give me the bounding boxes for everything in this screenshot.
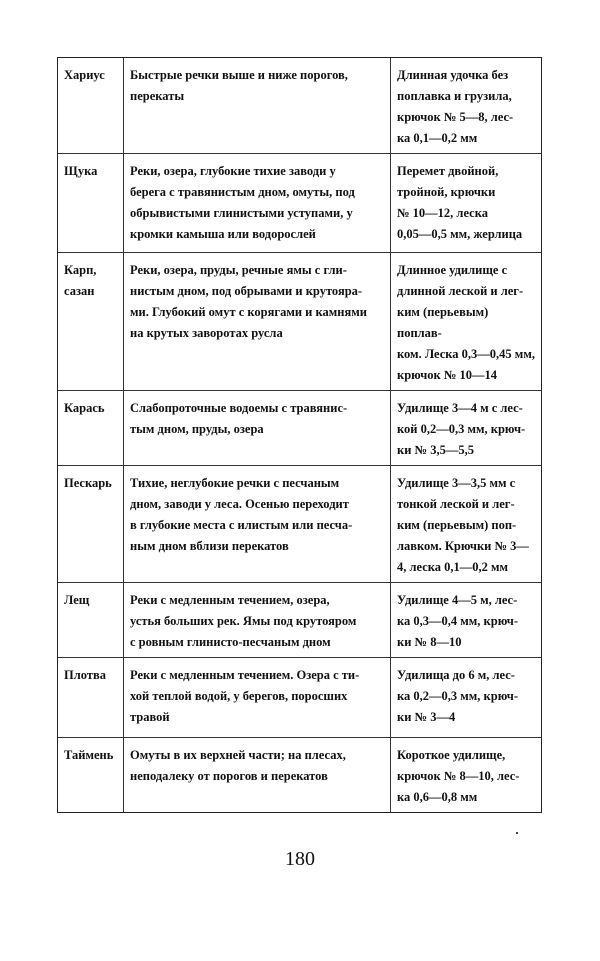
cell-line: Реки с медленным течением. Озера с ти-	[130, 668, 360, 682]
cell-line: тройной, крючки	[397, 185, 496, 199]
cell-line: Лещ	[64, 593, 90, 607]
page-number: 180	[285, 848, 315, 870]
cell-line: Удилище 4—5 м, лес-	[397, 593, 518, 607]
cell-line: длинной леской и лег-	[397, 284, 524, 298]
fish-name-cell	[58, 154, 124, 252]
cell-line: травой	[130, 710, 170, 724]
cell-line: в глубокие места с илистым или песча-	[130, 518, 353, 532]
table-row	[58, 737, 541, 812]
tackle-cell	[391, 658, 541, 737]
habitat-cell	[124, 583, 391, 657]
cell-line: Омуты в их верхней части; на плесах,	[130, 748, 346, 762]
tackle-cell	[391, 253, 541, 390]
cell-line: Тихие, неглубокие речки с песчаным	[130, 476, 340, 490]
cell-line: Пескарь	[64, 476, 112, 490]
cell-line: тым дном, пруды, озера	[130, 422, 264, 436]
cell-line: ки № 3—4	[397, 710, 456, 724]
habitat-cell	[124, 154, 391, 252]
cell-line: Длинное удилище с	[397, 263, 508, 277]
cell-line: ким (перьевым) поплав-	[397, 305, 489, 340]
table-row	[58, 465, 541, 582]
fish-name-cell	[58, 658, 124, 737]
cell-line: ми. Глубокий омут с корягами и камнями	[130, 305, 367, 319]
cell-line: крючок № 10—14	[397, 368, 498, 382]
habitat-cell	[124, 253, 391, 390]
cell-line: Плотва	[64, 668, 106, 682]
table-row	[58, 58, 541, 153]
cell-line: нистым дном, под обрывами и крутояра-	[130, 284, 363, 298]
fish-name-cell	[58, 466, 124, 582]
cell-line: крючок № 5—8, лес-	[397, 110, 514, 124]
cell-line: ка 0,6—0,8 мм	[397, 790, 478, 804]
cell-line: обрывистыми глинистыми уступами, у	[130, 206, 353, 220]
table-row	[58, 153, 541, 252]
cell-line: ки № 8—10	[397, 635, 462, 649]
print-speck	[516, 832, 518, 834]
cell-line: крючок № 8—10, лес-	[397, 769, 520, 783]
cell-line: ким (перьевым) поп-	[397, 518, 517, 532]
cell-line: ка 0,2—0,3 мм, крюч-	[397, 689, 518, 703]
table-row	[58, 252, 541, 390]
tackle-cell	[391, 583, 541, 657]
cell-line: Быстрые речки выше и ниже порогов,	[130, 68, 348, 82]
tackle-cell	[391, 466, 541, 582]
cell-line: перекаты	[130, 89, 185, 103]
table-row	[58, 390, 541, 465]
tackle-cell	[391, 58, 541, 153]
cell-line: тонкой леской и лег-	[397, 497, 515, 511]
cell-line: Таймень	[64, 748, 114, 762]
cell-line: неподалеку от порогов и перекатов	[130, 769, 328, 783]
table-row	[58, 657, 541, 737]
habitat-cell	[124, 466, 391, 582]
cell-line: № 10—12, леска	[397, 206, 488, 220]
cell-line: Длинная удочка без	[397, 68, 509, 82]
cell-line: поплавка и грузила,	[397, 89, 512, 103]
cell-line: Удилище 3—4 м с лес-	[397, 401, 523, 415]
tackle-cell	[391, 391, 541, 465]
cell-line: Перемет двойной,	[397, 164, 499, 178]
habitat-cell	[124, 658, 391, 737]
cell-line: ным дном вблизи перекатов	[130, 539, 289, 553]
cell-line: кромки камыша или водорослей	[130, 227, 316, 241]
cell-line: Удилище 3—3,5 мм с	[397, 476, 516, 490]
cell-line: ка 0,3—0,4 мм, крюч-	[397, 614, 518, 628]
cell-line: ки № 3,5—5,5	[397, 443, 474, 457]
cell-line: Реки, озера, пруды, речные ямы с гли-	[130, 263, 347, 277]
cell-line: 0,05—0,5 мм, жерлица	[397, 227, 523, 241]
tackle-cell	[391, 154, 541, 252]
cell-line: хой теплой водой, у берегов, поросших	[130, 689, 348, 703]
fish-name-cell	[58, 583, 124, 657]
fish-name-cell	[58, 58, 124, 153]
fish-name-cell	[58, 391, 124, 465]
cell-line: лавком. Крючки № 3—	[397, 539, 529, 553]
habitat-cell	[124, 58, 391, 153]
fish-name-cell	[58, 253, 124, 390]
habitat-cell	[124, 738, 391, 812]
fish-habitat-table	[57, 57, 542, 813]
cell-line: с ровным глинисто-песчаным дном	[130, 635, 331, 649]
cell-line: Реки, озера, глубокие тихие заводи у	[130, 164, 336, 178]
cell-line: ка 0,1—0,2 мм	[397, 131, 478, 145]
cell-line: Реки с медленным течением, озера,	[130, 593, 330, 607]
cell-line: берега с травянистым дном, омуты, под	[130, 185, 355, 199]
cell-line: Карась	[64, 401, 105, 415]
cell-line: на крутых заворотах русла	[130, 326, 283, 340]
cell-line: ком. Леска 0,3—0,45 мм,	[397, 347, 535, 361]
cell-line: Удилища до 6 м, лес-	[397, 668, 515, 682]
tackle-cell	[391, 738, 541, 812]
cell-line: Карп,	[64, 263, 97, 277]
cell-line: Щука	[64, 164, 98, 178]
cell-line: устья больших рек. Ямы под крутояром	[130, 614, 357, 628]
fish-name-cell	[58, 738, 124, 812]
cell-line: дном, заводи у леса. Осенью переходит	[130, 497, 349, 511]
table-row	[58, 582, 541, 657]
cell-line: сазан	[64, 284, 95, 298]
habitat-cell	[124, 391, 391, 465]
cell-line: кой 0,2—0,3 мм, крюч-	[397, 422, 526, 436]
cell-line: Хариус	[64, 68, 105, 82]
cell-line: 4, леска 0,1—0,2 мм	[397, 560, 509, 574]
cell-line: Короткое удилище,	[397, 748, 506, 762]
cell-line: Слабопроточные водоемы с травянис-	[130, 401, 348, 415]
